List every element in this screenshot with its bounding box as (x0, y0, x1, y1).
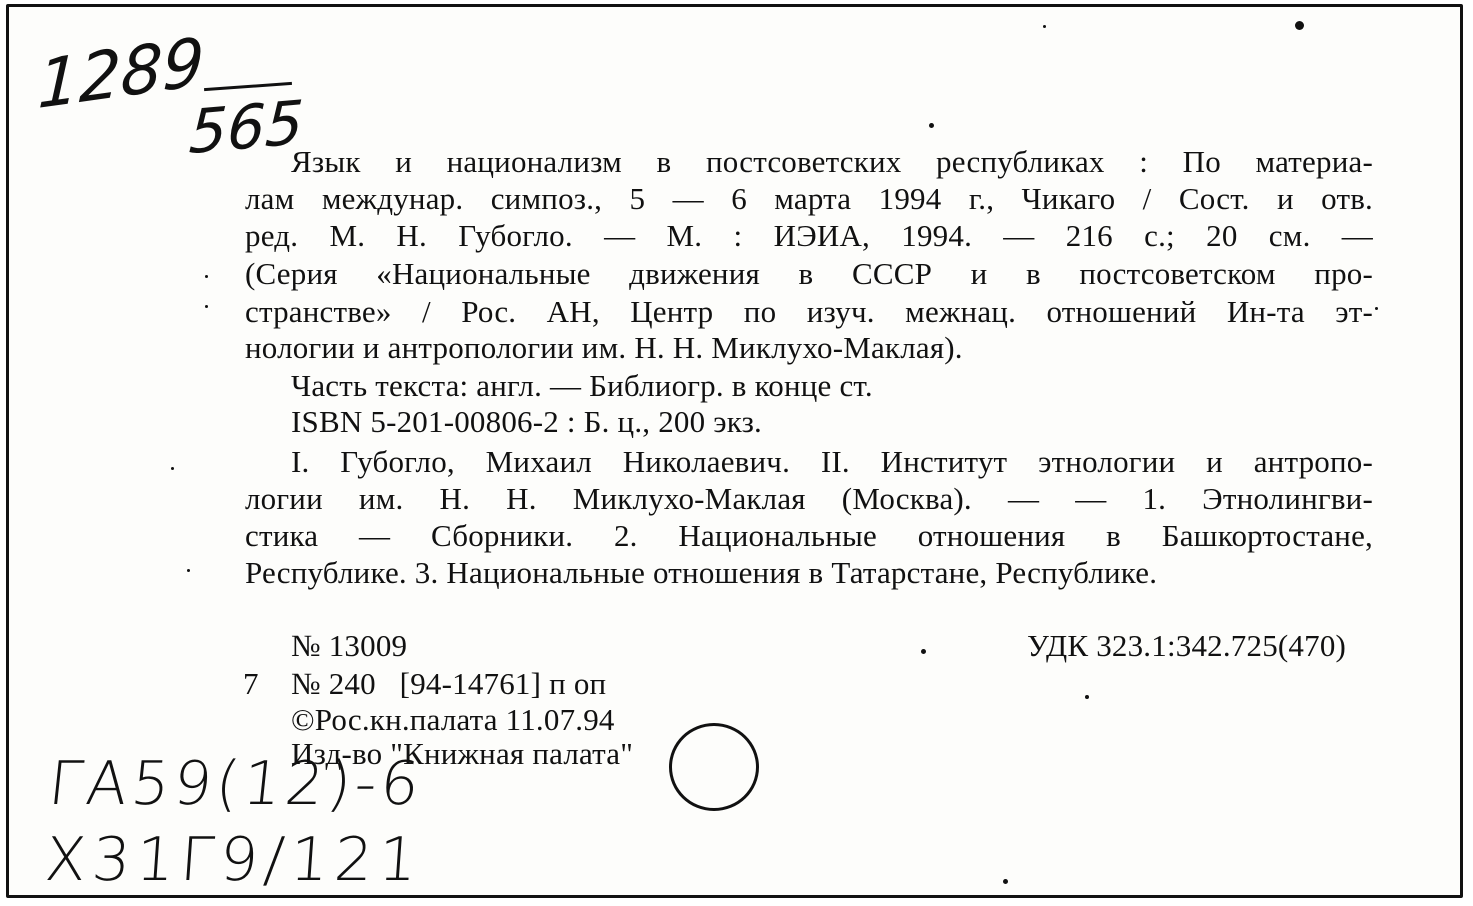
scan-speck (929, 123, 934, 128)
copyright-line: ©Рос.кн.палата 11.07.94 (291, 702, 615, 737)
scan-speck (205, 305, 208, 308)
scan-speck (1003, 879, 1008, 884)
scan-speck (171, 467, 174, 470)
isbn-line: ISBN 5-201-00806-2 : Б. ц., 200 экз. (291, 404, 763, 439)
handwritten-code-line2: Х31Г9/121 (42, 825, 426, 895)
scan-speck (187, 569, 190, 572)
handwritten-shelfmark-top: 1289 (36, 22, 206, 125)
catalog-card (6, 4, 1463, 898)
subject-line: Республике. 3. Национальные отношения в Татарстане, Республике. (245, 555, 1158, 590)
handwritten-shelfmark-bottom: 565 (187, 87, 306, 169)
order-line: № 240 [94-14761] п оп (291, 666, 607, 701)
scan-speck (1375, 307, 1378, 310)
scan-speck (1043, 25, 1046, 28)
scan-speck (921, 649, 926, 654)
subject-line: I. Губогло, Михаил Николаевич. II. Институт этнологии и антропо- (291, 444, 1373, 479)
entry-line: странстве» / Рос. АН, Центр по изуч. межнац. отношений Ин-та эт- (245, 294, 1373, 329)
entry-line: Язык и национализм в постсоветских республиках : По материа- (291, 144, 1373, 179)
publisher-line: Изд-во "Книжная палата" (291, 736, 634, 771)
scan-speck (205, 275, 208, 278)
subject-line: логии им. Н. Н. Миклухо-Маклая (Москва). — — 1. Этнолингви- (245, 481, 1373, 516)
handwritten-circle-mark (669, 723, 759, 811)
record-number: № 13009 (291, 628, 408, 663)
entry-line: нологии и антропологии им. Н. Н. Миклухо-Маклая). (245, 330, 963, 365)
order-prefix: 7 (243, 666, 259, 701)
scan-speck (1085, 695, 1089, 699)
entry-line: лам междунар. симпоз., 5 — 6 марта 1994 г., Чикаго / Сост. и отв. (245, 181, 1373, 216)
handwritten-code-line1: ГА59(12)-6 (45, 749, 427, 819)
language-note: Часть текста: англ. — Библиогр. в конце ст. (291, 368, 873, 403)
entry-line: (Серия «Национальные движения в СССР и в постсоветском про- (245, 256, 1373, 291)
udc-code: УДК 323.1:342.725(470) (1027, 628, 1347, 663)
subject-line: стика — Сборники. 2. Национальные отношения в Башкортостане, (245, 518, 1373, 553)
entry-line: ред. М. Н. Губогло. — М. : ИЭИА, 1994. — 216 с.; 20 см. — (245, 218, 1373, 253)
scan-speck (1295, 21, 1304, 30)
